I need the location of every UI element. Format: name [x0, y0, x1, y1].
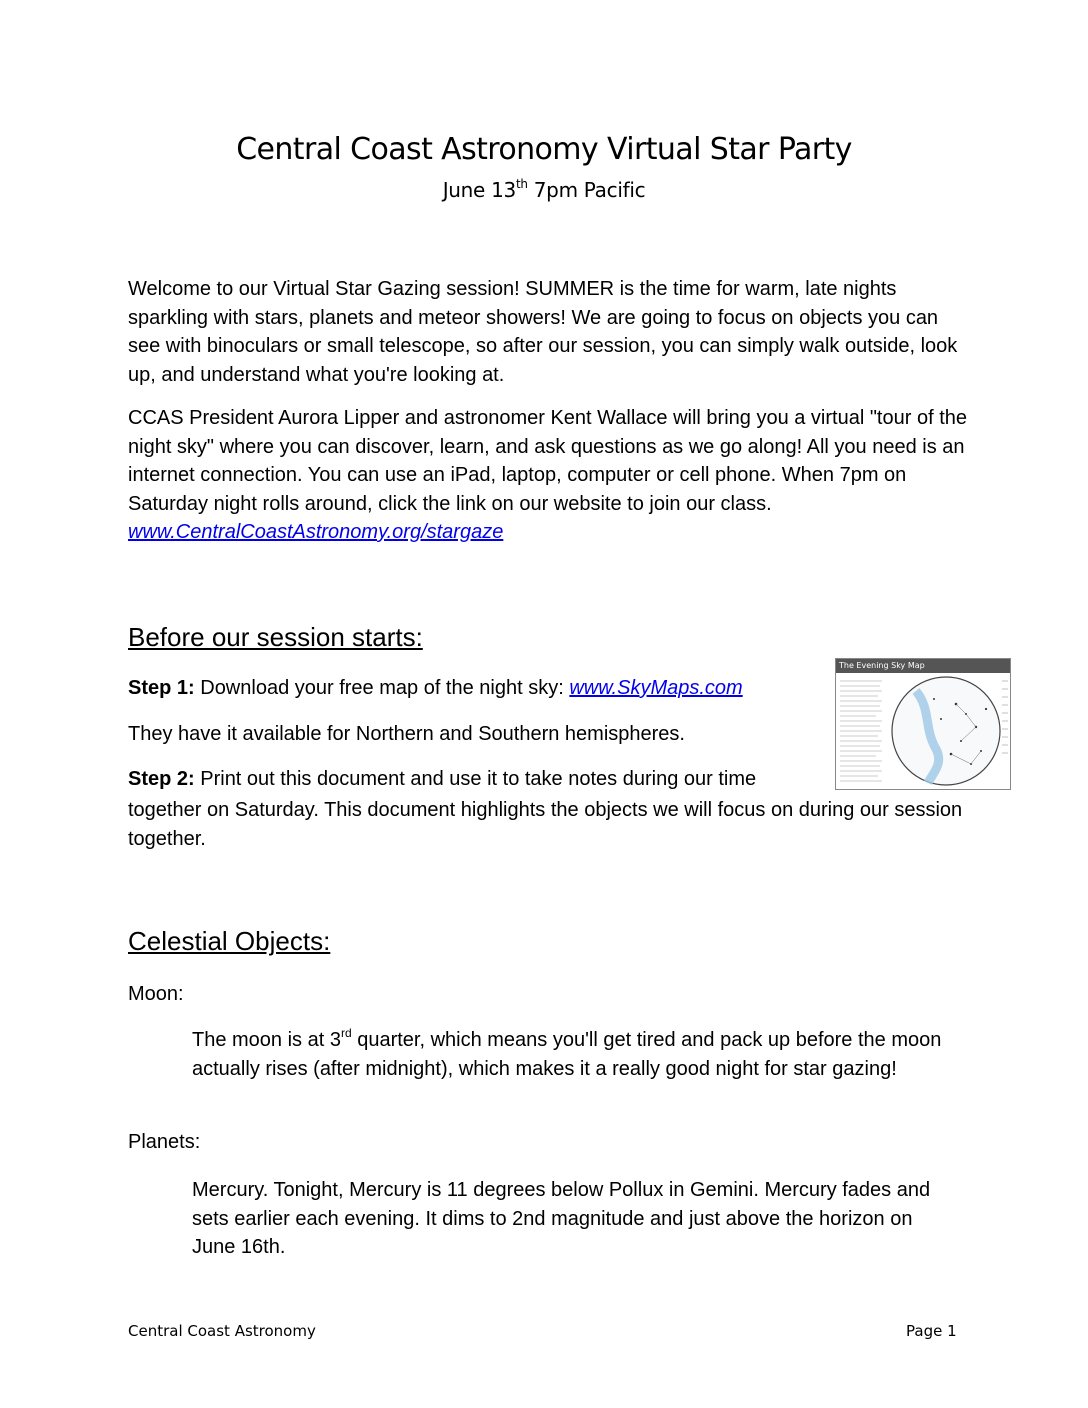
event-date	[0, 178, 1088, 202]
step-1-text: Download your free map of the night sky:	[194, 677, 570, 699]
before-session-heading: Before our session starts:	[128, 622, 423, 652]
mercury-description: Mercury. Tonight, Mercury is 11 degrees below Pollux in Gemini. Mercury fades and sets earlier each evening. It dims to 2nd magnitude and just above the horizon on June 16th.	[192, 1179, 931, 1258]
sky-map-image	[835, 658, 1011, 790]
moon-text-pre: The moon is at 3	[192, 1029, 341, 1051]
moon-description	[192, 1026, 952, 1083]
intro-text-1: Welcome to our Virtual Star Gazing session! SUMMER is the time for warm, late nights sparkling with stars, planets and meteor showers! We are going to focus on objects you can see with binoculars or small telescope, so after our session, you can simply walk outside, look up, and understand what you're looking at.	[128, 278, 958, 386]
moon-text-sup: rd	[340, 1026, 352, 1040]
step-1-label: Step 1:	[128, 677, 195, 699]
moon-label: Moon:	[128, 983, 184, 1005]
page-title: Central Coast Astronomy Virtual Star Party	[236, 132, 852, 167]
step-2-continued: together on Saturday. This document highlights the objects we will focus on during our session together.	[128, 799, 963, 850]
footer-organization: Central Coast Astronomy	[128, 1322, 316, 1340]
hemispheres-note: They have it available for Northern and Southern hemispheres.	[128, 723, 685, 745]
intro-paragraph-1	[128, 275, 968, 389]
date-time: 7pm Pacific	[527, 178, 646, 202]
date-suffix: th	[515, 177, 528, 191]
skymaps-link[interactable]: www.SkyMaps.com	[569, 677, 743, 699]
step-2-text: Print out this document and use it to take notes during our time	[194, 768, 757, 790]
sky-map-graphic	[836, 659, 1010, 789]
moon-text-post: quarter, which means you'll get tired and pack up before the moon actually rises (after midnight), which makes it a really good night for star gazing!	[192, 1029, 942, 1080]
intro-text-2	[128, 404, 968, 547]
step-2-label: Step 2:	[128, 768, 195, 790]
stargaze-link[interactable]: www.CentralCoastAstronomy.org/stargaze	[128, 521, 504, 543]
intro-paragraph-2	[128, 404, 968, 547]
celestial-objects-heading: Celestial Objects:	[128, 926, 331, 956]
sky-map-title: The Evening Sky Map	[836, 659, 1010, 673]
date-main: June 13	[442, 178, 516, 202]
intro-text-2-body: CCAS President Aurora Lipper and astronomer Kent Wallace will bring you a virtual "tour of the night sky" where you can discover, learn, and ask questions as we go along! All you need is an internet connection. You can use an iPad, laptop, computer or cell phone. When 7pm on Saturday night rolls around, click the link on our website to join our class.	[128, 407, 967, 515]
step-2	[128, 768, 756, 791]
planets-label: Planets:	[128, 1131, 201, 1153]
step-1	[128, 677, 743, 700]
footer-page-number: Page 1	[906, 1322, 957, 1340]
